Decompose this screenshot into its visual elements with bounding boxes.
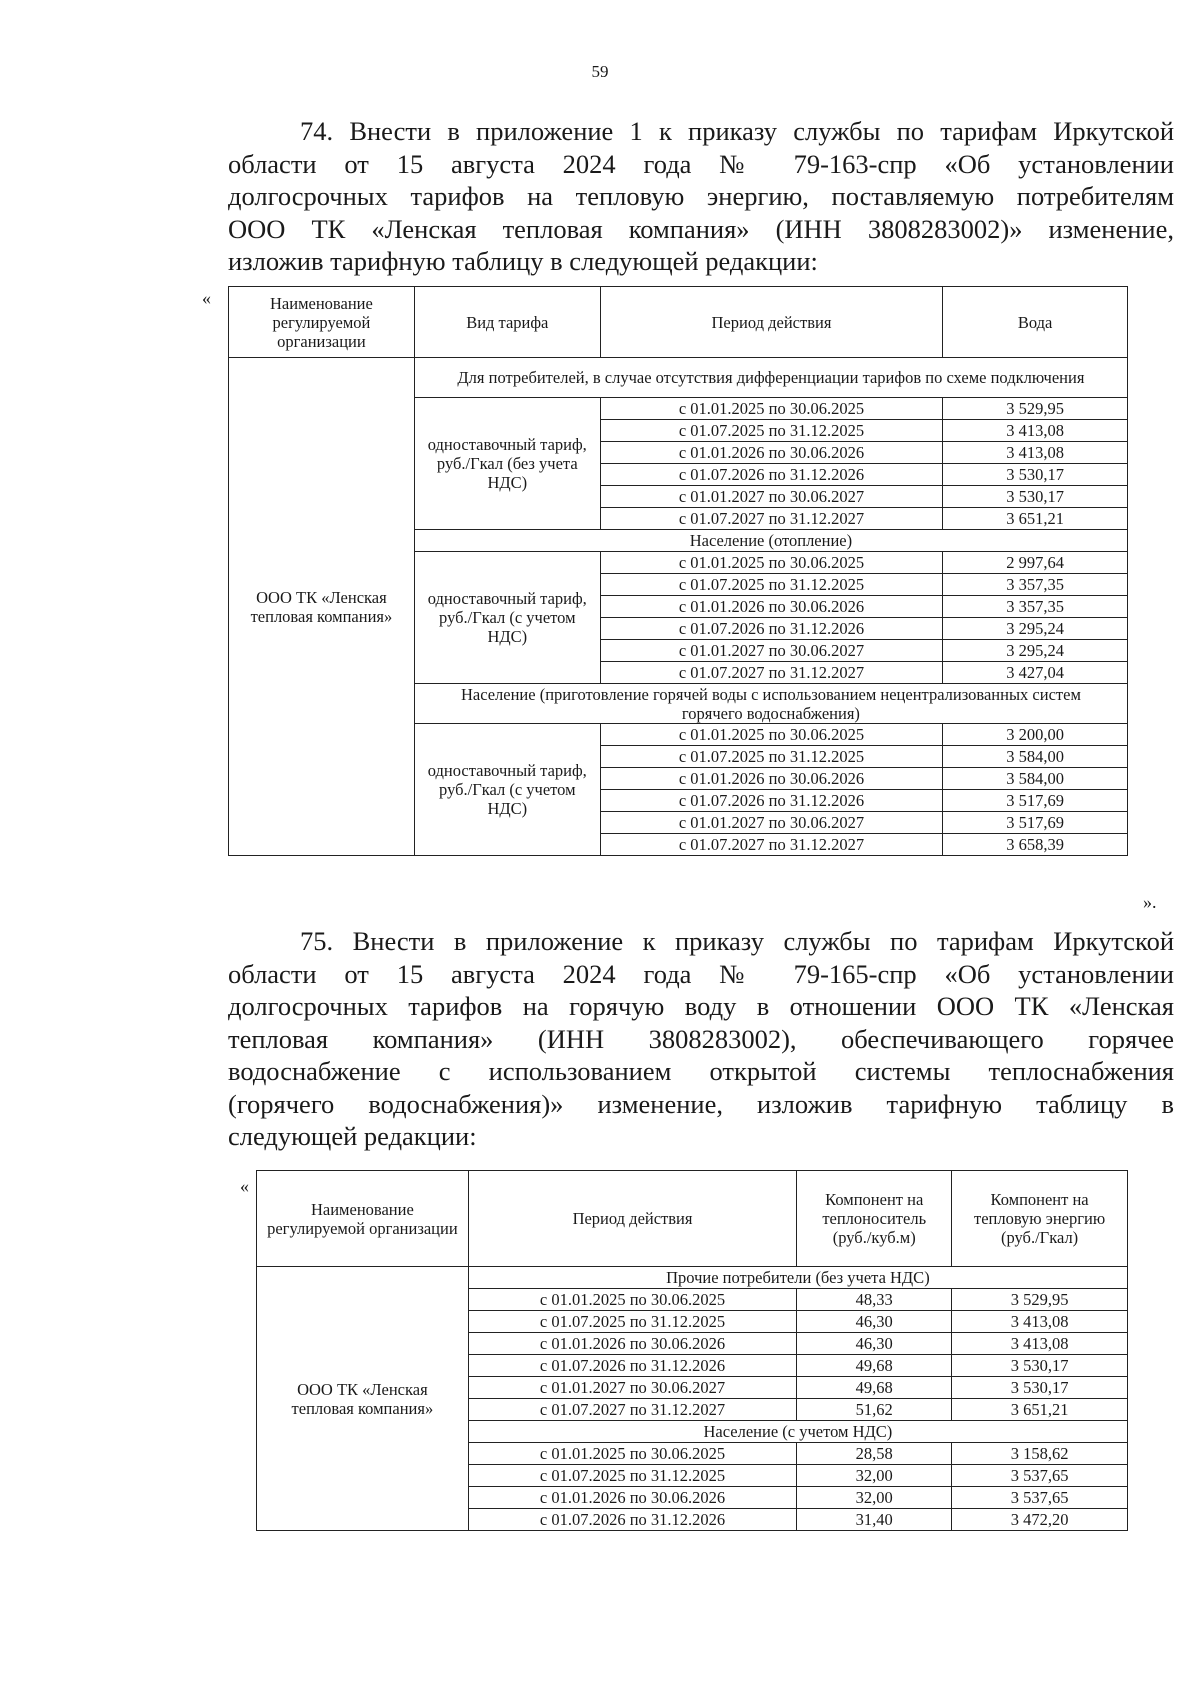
value-cell: 3 651,21 [943, 508, 1128, 530]
period-cell: с 01.07.2027 по 31.12.2027 [600, 834, 942, 856]
period-cell: с 01.01.2025 по 30.06.2025 [468, 1289, 796, 1311]
carrier-cell: 48,33 [797, 1289, 952, 1311]
header-organization: Наименование регулируемой организации [229, 287, 415, 358]
group-title: Прочие потребители (без учета НДС) [468, 1267, 1127, 1289]
group-title: Население (с учетом НДС) [468, 1421, 1127, 1443]
paragraph-line: области от 15 августа 2024 года № 79-165-спр «Об установлении [228, 958, 1174, 989]
value-cell: 3 584,00 [943, 768, 1128, 790]
carrier-cell: 46,30 [797, 1333, 952, 1355]
period-cell: с 01.07.2025 по 31.12.2025 [600, 574, 942, 596]
value-cell: 3 413,08 [943, 442, 1128, 464]
group-title-row [229, 358, 1128, 398]
value-cell: 3 517,69 [943, 812, 1128, 834]
carrier-cell: 31,40 [797, 1509, 952, 1531]
value-cell: 3 295,24 [943, 618, 1128, 640]
period-cell: с 01.07.2025 по 31.12.2025 [468, 1465, 796, 1487]
paragraph-line: ООО ТК «Ленская тепловая компания» (ИНН 3808283002)» изменение, [228, 213, 1174, 244]
value-cell: 3 584,00 [943, 746, 1128, 768]
tariff-table-hot-water [256, 1170, 1128, 1531]
value-cell: 3 295,24 [943, 640, 1128, 662]
tariff-type-cell: одноставочный тариф, руб./Гкал (без учета НДС) [414, 398, 600, 530]
paragraph-line: тепловая компания» (ИНН 3808283002), обеспечивающего горячее [228, 1023, 1174, 1054]
group-title-row [257, 1267, 1128, 1289]
header-period: Период действия [468, 1171, 796, 1267]
carrier-cell: 46,30 [797, 1311, 952, 1333]
carrier-cell: 32,00 [797, 1465, 952, 1487]
period-cell: с 01.07.2025 по 31.12.2025 [600, 746, 942, 768]
period-cell: с 01.07.2027 по 31.12.2027 [600, 662, 942, 684]
period-cell: с 01.01.2026 по 30.06.2026 [600, 768, 942, 790]
header-tariff-type: Вид тарифа [414, 287, 600, 358]
period-cell: с 01.01.2027 по 30.06.2027 [600, 812, 942, 834]
period-cell: с 01.01.2026 по 30.06.2026 [600, 596, 942, 618]
energy-cell: 3 651,21 [952, 1399, 1128, 1421]
paragraph-line: 75. Внести в приложение к приказу службы по тарифам Иркутской [300, 926, 1174, 956]
value-cell: 3 427,04 [943, 662, 1128, 684]
period-cell: с 01.01.2026 по 30.06.2026 [468, 1333, 796, 1355]
period-cell: с 01.01.2025 по 30.06.2025 [600, 552, 942, 574]
paragraph-75 [228, 925, 1174, 1153]
energy-cell: 3 472,20 [952, 1509, 1128, 1531]
period-cell: с 01.07.2027 по 31.12.2027 [600, 508, 942, 530]
period-cell: с 01.01.2025 по 30.06.2025 [468, 1443, 796, 1465]
close-quote: ». [1143, 892, 1157, 912]
value-cell: 3 530,17 [943, 486, 1128, 508]
value-cell: 3 529,95 [943, 398, 1128, 420]
energy-cell: 3 537,65 [952, 1487, 1128, 1509]
energy-cell: 3 413,08 [952, 1311, 1128, 1333]
value-cell: 3 413,08 [943, 420, 1128, 442]
value-cell: 3 357,35 [943, 596, 1128, 618]
carrier-cell: 49,68 [797, 1377, 952, 1399]
paragraph-line: изложив тарифную таблицу в следующей редакции: [228, 246, 818, 276]
group-title: Население (отопление) [414, 530, 1127, 552]
header-carrier-component: Компонент на теплоноситель (руб./куб.м) [797, 1171, 952, 1267]
header-water: Вода [943, 287, 1128, 358]
carrier-cell: 49,68 [797, 1355, 952, 1377]
energy-cell: 3 413,08 [952, 1333, 1128, 1355]
energy-cell: 3 537,65 [952, 1465, 1128, 1487]
value-cell: 3 517,69 [943, 790, 1128, 812]
paragraph-line: (горячего водоснабжения)» изменение, изложив тарифную таблицу в [228, 1088, 1174, 1119]
carrier-cell: 51,62 [797, 1399, 952, 1421]
period-cell: с 01.01.2027 по 30.06.2027 [600, 640, 942, 662]
open-quote: « [240, 1176, 249, 1196]
group-title: Население (приготовление горячей воды с использованием нецентрализованных систем горячего водоснабжения) [414, 684, 1127, 724]
tariff-table-water [228, 286, 1128, 856]
header-energy-component: Компонент на тепловую энергию (руб./Гкал) [952, 1171, 1128, 1267]
header-period: Период действия [600, 287, 942, 358]
page-number: 59 [591, 62, 609, 81]
period-cell: с 01.07.2026 по 31.12.2026 [600, 464, 942, 486]
value-cell: 2 997,64 [943, 552, 1128, 574]
period-cell: с 01.07.2027 по 31.12.2027 [468, 1399, 796, 1421]
paragraph-line: долгосрочных тарифов на горячую воду в отношении ООО ТК «Ленская [228, 991, 1174, 1021]
header-organization: Наименование регулируемой организации [257, 1171, 469, 1267]
period-cell: с 01.01.2025 по 30.06.2025 [600, 398, 942, 420]
value-cell: 3 357,35 [943, 574, 1128, 596]
period-cell: с 01.01.2027 по 30.06.2027 [600, 486, 942, 508]
organization-cell: ООО ТК «Ленская тепловая компания» [257, 1267, 469, 1531]
period-cell: с 01.07.2026 по 31.12.2026 [468, 1509, 796, 1531]
period-cell: с 01.07.2025 по 31.12.2025 [600, 420, 942, 442]
carrier-cell: 28,58 [797, 1443, 952, 1465]
energy-cell: 3 530,17 [952, 1377, 1128, 1399]
paragraph-line: долгосрочных тарифов на тепловую энергию, поставляемую потребителям [228, 181, 1174, 211]
paragraph-line: водоснабжение с использованием открытой системы теплоснабжения [228, 1056, 1174, 1086]
group-title: Для потребителей, в случае отсутствия дифференциации тарифов по схеме подключения [414, 358, 1127, 398]
period-cell: с 01.07.2026 по 31.12.2026 [468, 1355, 796, 1377]
period-cell: с 01.01.2026 по 30.06.2026 [600, 442, 942, 464]
paragraph-74 [228, 115, 1174, 278]
period-cell: с 01.01.2025 по 30.06.2025 [600, 724, 942, 746]
period-cell: с 01.01.2026 по 30.06.2026 [468, 1487, 796, 1509]
value-cell: 3 658,39 [943, 834, 1128, 856]
paragraph-line: 74. Внести в приложение 1 к приказу службы по тарифам Иркутской [300, 116, 1174, 146]
period-cell: с 01.07.2026 по 31.12.2026 [600, 790, 942, 812]
value-cell: 3 200,00 [943, 724, 1128, 746]
period-cell: с 01.07.2026 по 31.12.2026 [600, 618, 942, 640]
period-cell: с 01.01.2027 по 30.06.2027 [468, 1377, 796, 1399]
carrier-cell: 32,00 [797, 1487, 952, 1509]
period-cell: с 01.07.2025 по 31.12.2025 [468, 1311, 796, 1333]
organization-cell: ООО ТК «Ленская тепловая компания» [229, 358, 415, 856]
energy-cell: 3 530,17 [952, 1355, 1128, 1377]
tariff-type-cell: одноставочный тариф, руб./Гкал (с учетом НДС) [414, 552, 600, 684]
energy-cell: 3 529,95 [952, 1289, 1128, 1311]
paragraph-line: области от 15 августа 2024 года № 79-163-спр «Об установлении [228, 148, 1174, 179]
tariff-type-cell: одноставочный тариф, руб./Гкал (с учетом НДС) [414, 724, 600, 856]
value-cell: 3 530,17 [943, 464, 1128, 486]
open-quote: « [202, 288, 211, 308]
energy-cell: 3 158,62 [952, 1443, 1128, 1465]
paragraph-line: следующей редакции: [228, 1121, 477, 1151]
